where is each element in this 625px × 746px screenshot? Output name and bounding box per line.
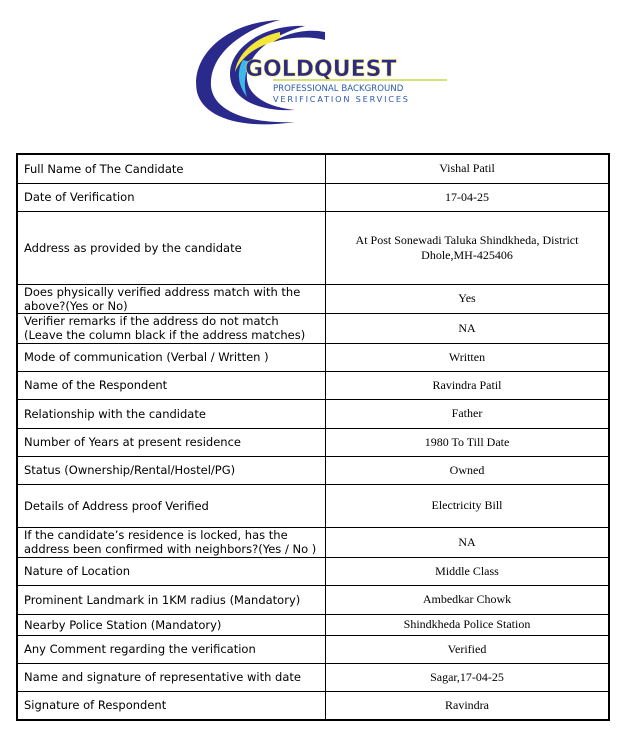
field-label: Does physically verified address match with the above?(Yes or No): [17, 284, 326, 313]
field-label: Date of Verification: [17, 183, 326, 211]
field-value: 1980 To Till Date: [326, 428, 610, 456]
field-label: Relationship with the candidate: [17, 399, 326, 428]
table-row: [17, 691, 609, 720]
table-row: [17, 585, 609, 614]
table-row: [17, 313, 609, 343]
field-value: Owned: [326, 456, 610, 484]
table-row: [17, 456, 609, 484]
goldquest-logo: [185, 12, 455, 130]
svg-text:PROFESSIONAL BACKGROUND: PROFESSIONAL BACKGROUND: [273, 84, 404, 94]
table-row: [17, 527, 609, 557]
table-row: [17, 371, 609, 399]
table-row: [17, 614, 609, 635]
field-value: Ambedkar Chowk: [326, 585, 610, 614]
field-value: 17-04-25: [326, 183, 610, 211]
table-row: [17, 663, 609, 691]
field-value: Written: [326, 343, 610, 371]
field-value: At Post Sonewadi Taluka Shindkheda, District Dhole,MH-425406: [326, 211, 610, 284]
field-value: NA: [326, 527, 610, 557]
field-label: Status (Ownership/Rental/Hostel/PG): [17, 456, 326, 484]
field-value: Ravindra: [326, 691, 610, 720]
field-value: Verified: [326, 635, 610, 663]
table-row: [17, 399, 609, 428]
svg-text:VERIFICATION SERVICES: VERIFICATION SERVICES: [273, 94, 410, 104]
field-label: Name of the Respondent: [17, 371, 326, 399]
field-value: Ravindra Patil: [326, 371, 610, 399]
field-label: Number of Years at present residence: [17, 428, 326, 456]
field-label: Any Comment regarding the verification: [17, 635, 326, 663]
table-row: [17, 154, 609, 183]
table-row: [17, 183, 609, 211]
field-value: Yes: [326, 284, 610, 313]
svg-text:GOLDQUEST: GOLDQUEST: [245, 57, 397, 82]
field-value: NA: [326, 313, 610, 343]
field-label: Nearby Police Station (Mandatory): [17, 614, 326, 635]
field-value: Vishal Patil: [326, 154, 610, 183]
field-label: Full Name of The Candidate: [17, 154, 326, 183]
field-label: Prominent Landmark in 1KM radius (Mandatory): [17, 585, 326, 614]
table-row: [17, 343, 609, 371]
field-label: If the candidate’s residence is locked, has the address been confirmed with neighbors?(Yes / No ): [17, 527, 326, 557]
field-label: Address as provided by the candidate: [17, 211, 326, 284]
field-value: Father: [326, 399, 610, 428]
field-label: Nature of Location: [17, 557, 326, 585]
field-label: Verifier remarks if the address do not match (Leave the column black if the address matches): [17, 313, 326, 343]
table-row: [17, 635, 609, 663]
field-value: Shindkheda Police Station: [326, 614, 610, 635]
table-row: [17, 284, 609, 313]
field-value: Sagar,17-04-25: [326, 663, 610, 691]
field-label: Name and signature of representative with date: [17, 663, 326, 691]
table-row: [17, 211, 609, 284]
table-row: [17, 428, 609, 456]
field-label: Details of Address proof Verified: [17, 484, 326, 527]
verification-table: [16, 153, 610, 721]
field-label: Signature of Respondent: [17, 691, 326, 720]
table-row: [17, 484, 609, 527]
field-value: Electricity Bill: [326, 484, 610, 527]
table-row: [17, 557, 609, 585]
field-value: Middle Class: [326, 557, 610, 585]
field-label: Mode of communication (Verbal / Written ): [17, 343, 326, 371]
